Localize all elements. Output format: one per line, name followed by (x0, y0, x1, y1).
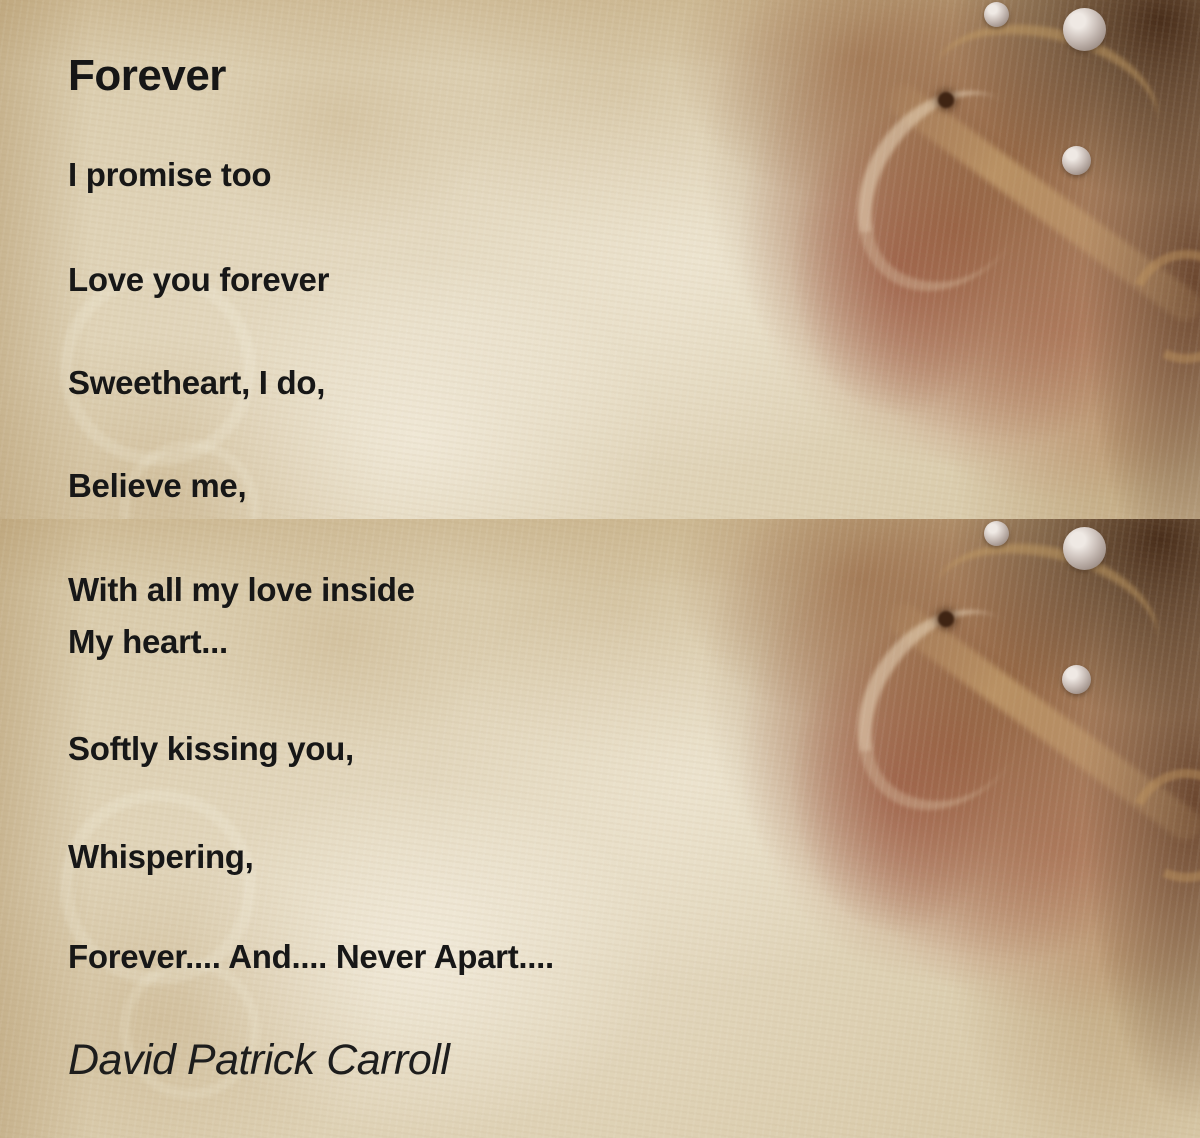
poem-line-2: Love you forever (68, 261, 330, 298)
poem-title: Forever (68, 51, 226, 100)
poem-author: David Patrick Carroll (68, 1036, 450, 1084)
poem-line-8: Whispering, (68, 838, 254, 875)
poem-line-7: Softly kissing you, (68, 730, 354, 767)
poem-line-3: Sweetheart, I do, (68, 364, 326, 401)
poem-line-6: My heart... (68, 623, 228, 660)
poem-line-9: Forever.... And.... Never Apart.... (68, 938, 554, 975)
poem-line-1: I promise too (68, 156, 272, 193)
poem-line-4: Believe me, (68, 467, 247, 504)
poem-line-5: With all my love inside (68, 571, 415, 608)
